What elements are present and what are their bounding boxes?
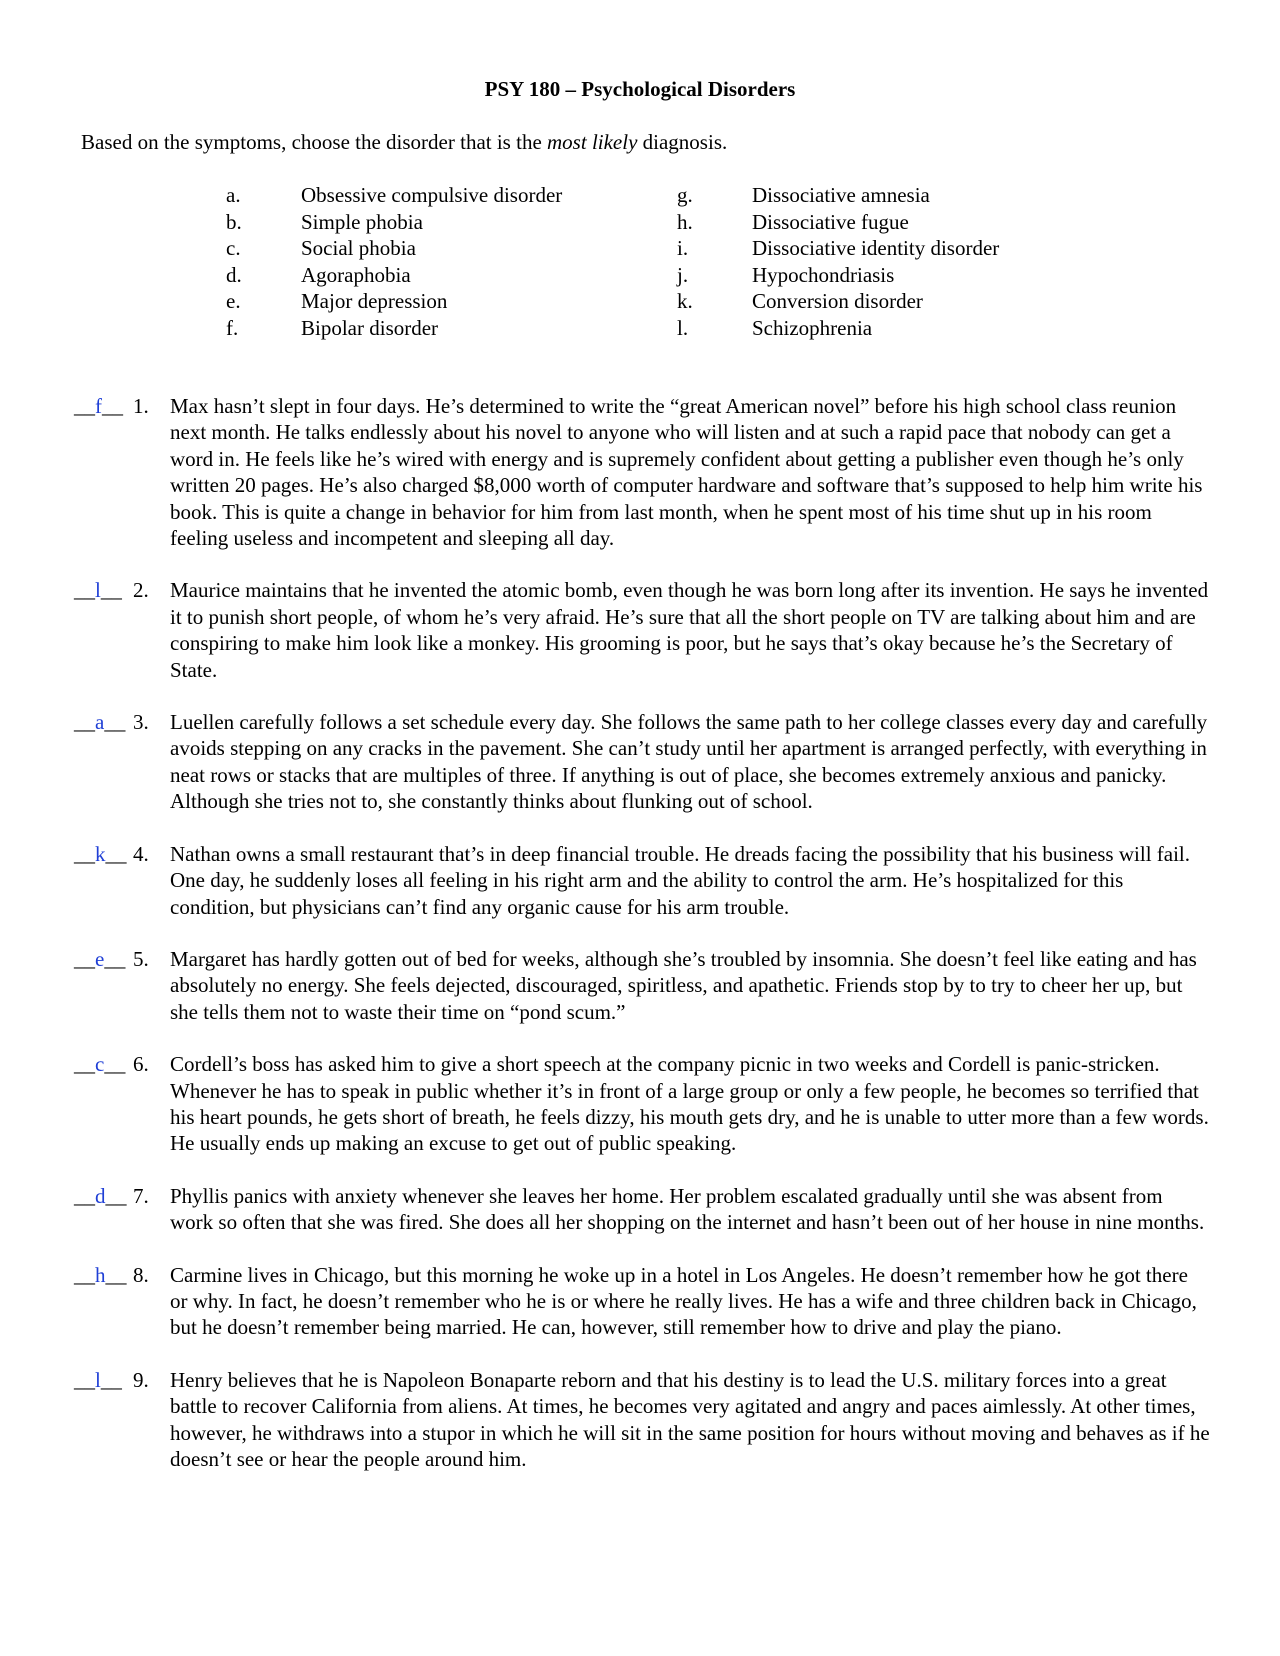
- instructions-text-after: diagnosis.: [637, 130, 728, 154]
- answer-letter: f: [95, 394, 102, 418]
- question-item: [0, 577, 1280, 683]
- option-letter: b.: [226, 209, 242, 234]
- instructions: [81, 129, 727, 155]
- questions-list: [0, 393, 1280, 1498]
- answer-blank: __f__: [74, 394, 123, 418]
- question-number: 8.: [133, 1262, 149, 1287]
- option-label: Major depression: [301, 289, 448, 313]
- question-number: 6.: [133, 1052, 149, 1077]
- option-label: Hypochondriasis: [752, 262, 895, 287]
- answer-letter: d: [95, 1183, 106, 1208]
- answer-blank: __d__: [74, 1183, 127, 1208]
- instructions-emphasis: most likely: [547, 130, 638, 154]
- answer-letter: h: [95, 1262, 106, 1287]
- option-letter: a.: [226, 183, 241, 207]
- answer-letter: l: [95, 1367, 101, 1392]
- option-letter: e.: [226, 289, 241, 313]
- question-text: Luellen carefully follows a set schedule every day. She follows the same path to her college classes every day and carefully avoids stepping on any cracks in the pavement. She can’t study until her apartment is arranged perfectly, with everything in neat rows or stacks that are multiples of three. If anything is out of place, she becomes extremely anxious and panicky. Although she tries not to, she constantly thinks about flunking out of school.: [170, 710, 1208, 814]
- question-item: [0, 841, 1280, 920]
- page-title: PSY 180 – Psychological Disorders: [484, 77, 796, 101]
- answer-blank: __h__: [74, 1262, 127, 1287]
- question-item: [0, 1051, 1280, 1157]
- question-text: Maurice maintains that he invented the atomic bomb, even though he was born long after its invention. He says he invented it to punish short people, of whom he’s very afraid. He’s sure that all the short people on TV are talking about him and are conspiring to make him look like a monkey. His grooming is poor, but he says that’s okay because he’s the Secretary of State.: [170, 578, 1209, 682]
- answer-letter: c: [95, 1052, 105, 1077]
- question-text: Max hasn’t slept in four days. He’s determined to write the “great American novel” before his high school class reunion next month. He talks endlessly about his novel to anyone who will listen and at such a rapid pace that nobody can get a word in. He feels like he’s wired with energy and is supremely confident about getting a publisher even though he’s only written 20 pages. He’s also charged $8,000 worth of computer hardware and software that’s supposed to help him write his book. This is quite a change in behavior for him from last month, when he spent most of his time shut up in his room feeling useless and incompetent and sleeping all day.: [170, 394, 1203, 551]
- option-label: Simple phobia: [301, 209, 423, 234]
- instructions-text-before: Based on the symptoms, choose the disorder that is the: [81, 130, 548, 154]
- question-text: Carmine lives in Chicago, but this morning he woke up in a hotel in Los Angeles. He doesn’t remember how he got there or why. In fact, he doesn’t remember who he is or where he really lives. He has a wife and three children back in Chicago, but he doesn’t remember being married. He can, however, still remember how to drive and play the piano.: [170, 1262, 1197, 1340]
- answer-blank: __l__: [74, 578, 122, 603]
- question-text: Nathan owns a small restaurant that’s in deep financial trouble. He dreads facing the possibility that his business will fail. One day, he suddenly loses all feeling in his right arm and the ability to control the arm. He’s hospitalized for this condition, but physicians can’t find any organic cause for his arm trouble.: [170, 841, 1191, 919]
- question-number: 3.: [133, 710, 149, 735]
- question-number: 9.: [133, 1367, 149, 1392]
- answer-blank: __l__: [74, 1367, 122, 1392]
- option-label: Conversion disorder: [752, 289, 923, 313]
- question-item: [0, 1262, 1280, 1341]
- option-label: Dissociative fugue: [752, 209, 909, 234]
- option-letter: f.: [226, 315, 239, 340]
- option-letter: l.: [677, 315, 689, 340]
- option-label: Bipolar disorder: [301, 315, 439, 340]
- option-label: Obsessive compulsive disorder: [301, 183, 563, 207]
- question-number: 2.: [133, 578, 149, 603]
- question-item: [0, 393, 1280, 551]
- question-number: 4.: [133, 841, 149, 866]
- question-item: [0, 1367, 1280, 1473]
- answer-letter: a: [95, 710, 105, 735]
- option-label: Social phobia: [301, 236, 416, 260]
- question-number: 7.: [133, 1183, 149, 1208]
- option-letter: d.: [226, 262, 242, 287]
- answer-letter: l: [95, 578, 101, 603]
- option-label: Schizophrenia: [752, 315, 873, 340]
- option-label: Dissociative identity disorder: [752, 236, 1000, 260]
- question-item: [0, 1183, 1280, 1236]
- option-letter: h.: [677, 209, 693, 234]
- answer-letter: e: [95, 946, 105, 971]
- question-text: Henry believes that he is Napoleon Bonaparte reborn and that his destiny is to lead the U.S. military forces into a great battle to recover California from aliens. At times, he becomes very agitated and angry and paces aimlessly. At other times, however, he withdraws into a stupor in which he will sit in the same position for hours without moving and behaves as if he doesn’t see or hear the people around him.: [170, 1367, 1210, 1471]
- option-label: Dissociative amnesia: [752, 183, 930, 207]
- question-number: 1.: [133, 394, 149, 418]
- question-item: [0, 709, 1280, 815]
- option-letter: c.: [226, 236, 241, 260]
- answer-blank: __c__: [74, 1052, 126, 1077]
- answer-blank: __e__: [74, 946, 126, 971]
- question-item: [0, 946, 1280, 1025]
- option-letter: j.: [677, 262, 689, 287]
- option-letter: g.: [677, 183, 693, 207]
- question-text: Phyllis panics with anxiety whenever she leaves her home. Her problem escalated gradually until she was absent from work so often that she was fired. She does all her shopping on the internet and hasn’t been out of her house in nine months.: [170, 1183, 1205, 1235]
- answer-blank: __k__: [74, 841, 127, 866]
- option-letter: k.: [677, 289, 693, 313]
- question-number: 5.: [133, 946, 149, 971]
- option-letter: i.: [677, 236, 689, 260]
- option-label: Agoraphobia: [301, 262, 411, 287]
- question-text: Margaret has hardly gotten out of bed for weeks, although she’s troubled by insomnia. She doesn’t feel like eating and has absolutely no energy. She feels dejected, discouraged, spiritless, and apathetic. Friends stop by to try to cheer her up, but she tells them not to waste their time on “pond scum.”: [170, 946, 1197, 1024]
- answer-blank: __a__: [74, 710, 126, 735]
- answer-letter: k: [95, 841, 106, 866]
- question-text: Cordell’s boss has asked him to give a short speech at the company picnic in two weeks and Cordell is panic-stricken. Whenever he has to speak in public whether it’s in front of a large group or only a few people, he becomes so terrified that his heart pounds, he gets short of breath, he feels dizzy, his mouth gets dry, and he is unable to utter more than a few words. He usually ends up making an excuse to get out of public speaking.: [170, 1052, 1209, 1156]
